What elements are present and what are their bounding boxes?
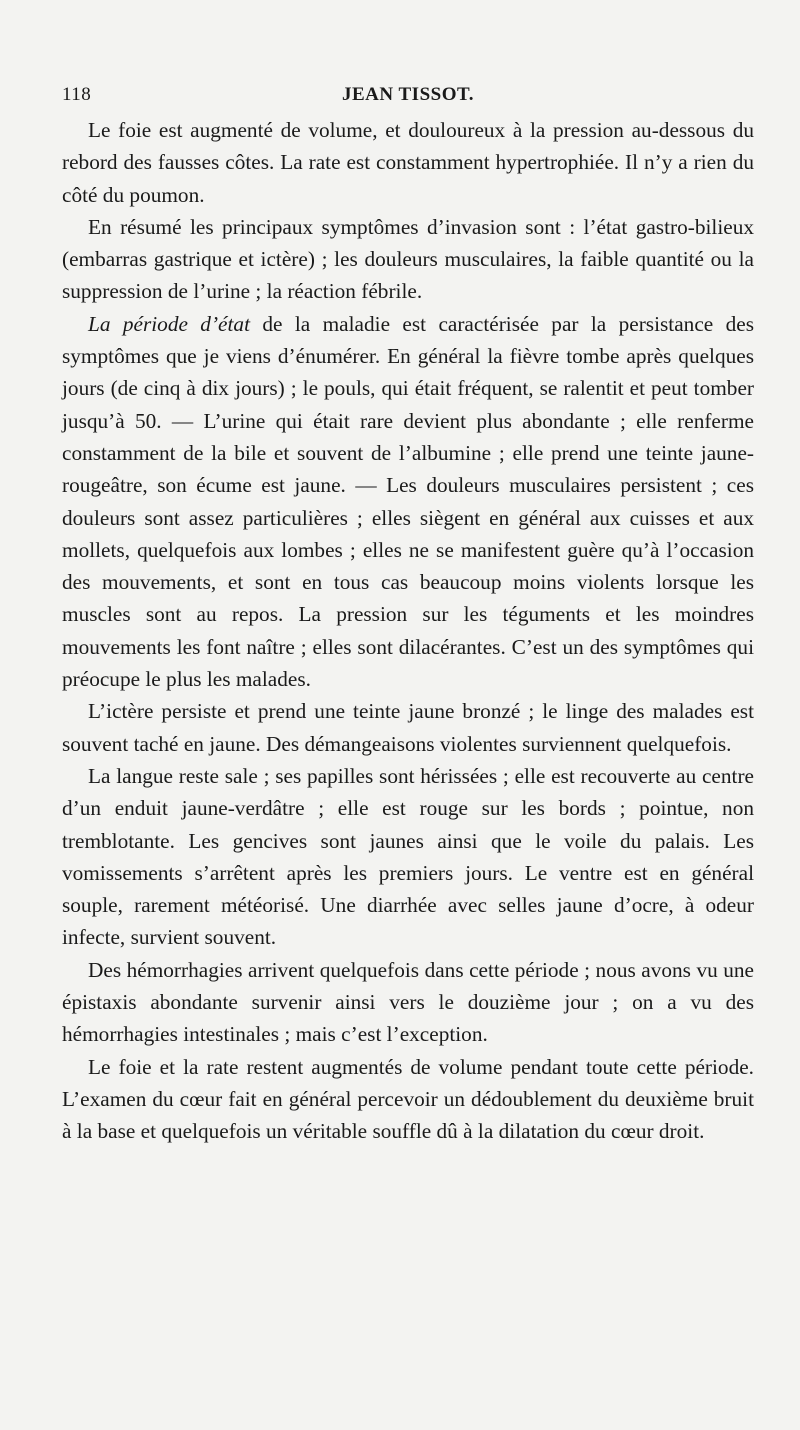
paragraph-text: Le foie est augmenté de volume, et douloureux à la pression au-dessous du rebord des fausses côtes. La rate est constamment hypertrophiée. Il n’y a rien du côté du poumon. bbox=[62, 118, 754, 207]
page-header bbox=[62, 84, 754, 114]
section-lead-italic: La période d’état bbox=[88, 311, 250, 336]
paragraph-text: de la maladie est caractérisée par la persistance des symptômes que je viens d’énumérer. En général la fièvre tombe après quelques jours (de cinq à dix jours) ; le pouls, qui était fréquent, se ralentit et peut tomber jusqu’à 50. — L’urine qui était rare devient plus abondante ; elle renferme constamment de la bile et souvent de l’albumine ; elle prend une teinte jaune-rougeâtre, son écume est jaune. — Les douleurs musculaires persistent ; ces douleurs sont assez particulières ; elles siègent en général aux cuisses et aux mollets, quelquefois aux lombes ; elles ne se manifestent guère qu’à l’occasion des mouvements, et sont en tous cas beaucoup moins violents lorsque les muscles sont au repos. La pression sur les téguments et les moindres mouvements les font naître ; elles sont dilacérantes. C’est un des symptômes qui préocupe le plus les malades. bbox=[62, 311, 754, 692]
paragraph-invasion-summary bbox=[62, 211, 754, 308]
paragraph-text: La langue reste sale ; ses papilles sont hérissées ; elle est recouverte au centre d’un enduit jaune-verdâtre ; elle est rouge sur les bords ; pointue, non tremblotante. Les gencives sont jaunes ainsi que le voile du palais. Les vomissements s’arrêtent après les premiers jours. Le ventre est en général souple, rarement météorisé. Une diarrhée avec selles jaune d’ocre, à odeur infecte, survient souvent. bbox=[62, 763, 754, 950]
paragraph-hemorrhagies bbox=[62, 954, 754, 1051]
paragraph-text: Le foie et la rate restent augmentés de volume pendant toute cette période. L’examen du cœur fait en général percevoir un dédoublement du deuxième bruit à la base et quelquefois un véritable souffle dû à la dilatation du cœur droit. bbox=[62, 1054, 754, 1144]
paragraph-periode-etat bbox=[62, 308, 754, 696]
paragraph-text: En résumé les principaux symptômes d’invasion sont : l’état gastro-bilieux (embarras gastrique et ictère) ; les douleurs musculaires, la faible quantité ou la suppression de l’urine ; la réaction fébrile. bbox=[62, 214, 754, 304]
paragraph-langue bbox=[62, 760, 754, 954]
paragraph-text: Des hémorrhagies arrivent quelquefois dans cette période ; nous avons vu une épistaxis abondante survenir ainsi vers le douzième jour ; on a vu des hémorrhagies intestinales ; mais c’est l’exception. bbox=[62, 957, 754, 1047]
paragraph-text: L’ictère persiste et prend une teinte jaune bronzé ; le linge des malades est souvent taché en jaune. Des démangeaisons violentes surviennent quelquefois. bbox=[62, 699, 754, 756]
page-number: 118 bbox=[62, 84, 92, 105]
running-head: JEAN TISSOT. bbox=[341, 84, 474, 105]
book-page bbox=[62, 84, 754, 1148]
paragraph-liver-spleen bbox=[62, 114, 754, 211]
paragraph-foie-rate bbox=[62, 1051, 754, 1148]
paragraph-ictere bbox=[62, 695, 754, 760]
body-text bbox=[62, 114, 754, 1148]
